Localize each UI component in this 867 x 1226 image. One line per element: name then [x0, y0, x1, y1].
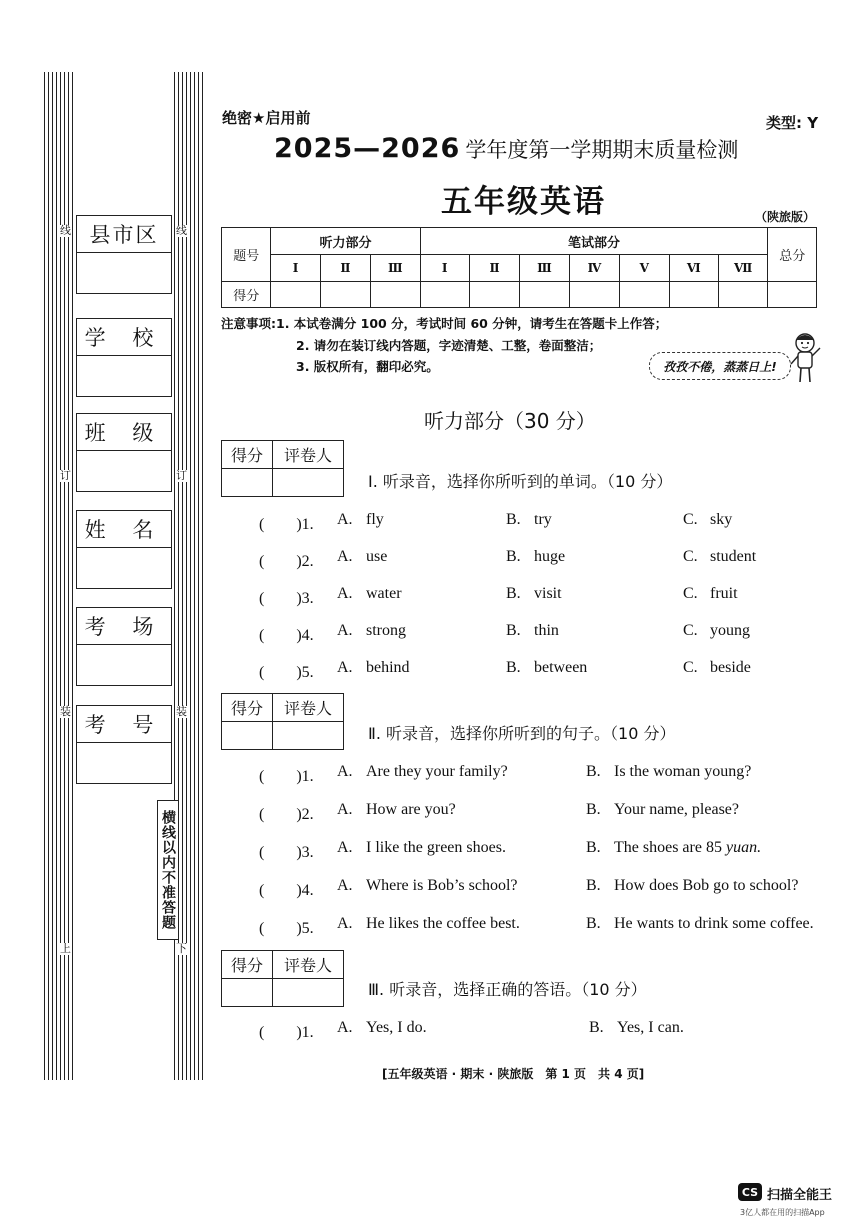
- grader-score-cell[interactable]: [222, 469, 273, 497]
- camscanner-logo: CS: [738, 1183, 762, 1201]
- student-cartoon-icon: [788, 330, 824, 386]
- grader-box: [221, 440, 344, 497]
- option-letter: B.: [586, 763, 601, 780]
- exam-room-field[interactable]: [76, 607, 172, 686]
- writing-header: 笔试部分: [420, 228, 768, 255]
- answer-blank[interactable]: ( )4.: [259, 882, 314, 899]
- answer-blank[interactable]: ( )3.: [259, 844, 314, 861]
- answer-blank[interactable]: ( )4.: [259, 627, 314, 644]
- score-cell[interactable]: [371, 282, 420, 308]
- option-letter: A.: [337, 877, 353, 894]
- answer-blank[interactable]: ( )1.: [259, 1024, 314, 1041]
- edition-label: （陕旅版）: [755, 210, 816, 224]
- option-text: fruit: [710, 585, 738, 602]
- total-score-cell[interactable]: [768, 282, 817, 308]
- term-title: 学年度第一学期期末质量检测: [465, 138, 739, 162]
- exam-number-label: 考 号: [77, 706, 171, 743]
- writing-col: Ⅵ: [669, 255, 718, 282]
- binding-char-down: 下: [176, 942, 187, 955]
- option-text: student: [710, 548, 757, 565]
- answer-blank[interactable]: ( )5.: [259, 920, 314, 937]
- option-text: try: [534, 511, 552, 528]
- score-row-label: 得分: [222, 282, 271, 308]
- exam-room-blank[interactable]: [77, 645, 171, 685]
- option-text: Yes, I do.: [366, 1019, 427, 1036]
- binding-char-bind: 订: [176, 469, 187, 482]
- grader-name-label: 评卷人: [273, 441, 344, 469]
- score-table: [221, 227, 817, 308]
- grader-score-label: 得分: [222, 441, 273, 469]
- binding-char-line: 线: [60, 224, 71, 237]
- note-item: 2. 请勿在装订线内答题，字迹清楚、工整，卷面整洁；: [296, 338, 602, 353]
- writing-col: Ⅳ: [569, 255, 619, 282]
- option-letter: A.: [337, 839, 353, 856]
- option-letter: A.: [337, 1019, 353, 1036]
- grader-score-label: 得分: [222, 694, 273, 722]
- score-cell[interactable]: [271, 282, 320, 308]
- notes-label: 注意事项:: [221, 316, 276, 331]
- grader-box: [221, 950, 344, 1007]
- school-year: 2025—2026: [274, 133, 461, 164]
- answer-blank[interactable]: ( )5.: [259, 664, 314, 681]
- grader-name-cell[interactable]: [273, 979, 344, 1007]
- option-text: How are you?: [366, 801, 456, 818]
- exam-title: [274, 133, 738, 164]
- option-text-italic: yuan.: [725, 839, 762, 856]
- grader-name-label: 评卷人: [273, 951, 344, 979]
- slogan-bubble: 孜孜不倦，蒸蒸日上!: [649, 352, 791, 380]
- listening-col: Ⅱ: [320, 255, 370, 282]
- score-cell[interactable]: [520, 282, 569, 308]
- option-letter: A.: [337, 801, 353, 818]
- option-text: I like the green shoes.: [366, 839, 506, 856]
- camscanner-tagline: 3亿人都在用的扫描App: [740, 1208, 825, 1217]
- grader-name-cell[interactable]: [273, 722, 344, 750]
- note-item: 3. 版权所有，翻印必究。: [296, 359, 439, 374]
- part3-title: Ⅲ. 听录音，选择正确的答语。（10 分）: [368, 980, 647, 999]
- option-text: water: [366, 585, 402, 602]
- score-cell[interactable]: [569, 282, 619, 308]
- item-header: 题号: [222, 228, 271, 282]
- score-cell[interactable]: [320, 282, 370, 308]
- option-text: between: [534, 659, 588, 676]
- exam-number-field[interactable]: [76, 705, 172, 784]
- binding-char-bind: 订: [60, 469, 71, 482]
- answer-blank[interactable]: ( )2.: [259, 553, 314, 570]
- option-letter: C.: [683, 622, 698, 639]
- option-letter: A.: [337, 622, 353, 639]
- grader-box: [221, 693, 344, 750]
- school-blank[interactable]: [77, 356, 171, 396]
- option-text: sky: [710, 511, 733, 528]
- school-field[interactable]: [76, 318, 172, 397]
- writing-col: Ⅴ: [620, 255, 669, 282]
- option-text: He wants to drink some coffee.: [614, 915, 814, 932]
- grader-name-cell[interactable]: [273, 469, 344, 497]
- option-text: Are they your family?: [366, 763, 508, 780]
- option-text: huge: [534, 548, 566, 565]
- option-letter: A.: [337, 511, 353, 528]
- county-blank[interactable]: [77, 253, 171, 293]
- part2-title: Ⅱ. 听录音，选择你所听到的句子。（10 分）: [368, 724, 676, 743]
- answer-blank[interactable]: ( )1.: [259, 768, 314, 785]
- option-letter: A.: [337, 659, 353, 676]
- name-field[interactable]: [76, 510, 172, 589]
- binding-char-up: 上: [60, 942, 71, 955]
- option-text: beside: [710, 659, 751, 676]
- grader-score-cell[interactable]: [222, 979, 273, 1007]
- binding-char-line: 线: [176, 224, 187, 237]
- confidential-mark: 绝密★启用前: [222, 109, 311, 127]
- option-text: fly: [366, 511, 384, 528]
- answer-blank[interactable]: ( )2.: [259, 806, 314, 823]
- listening-header: 听力部分: [271, 228, 420, 255]
- score-cell[interactable]: [669, 282, 718, 308]
- class-field[interactable]: [76, 413, 172, 492]
- option-text: Is the woman young?: [614, 763, 752, 780]
- option-text: strong: [366, 622, 406, 639]
- binding-char-mount: 装: [60, 705, 71, 718]
- writing-col: Ⅰ: [420, 255, 469, 282]
- option-letter: B.: [506, 548, 521, 565]
- listening-col: Ⅰ: [271, 255, 320, 282]
- county-field[interactable]: [76, 215, 172, 294]
- option-letter: A.: [337, 585, 353, 602]
- option-text: [614, 839, 761, 857]
- option-text: behind: [366, 659, 410, 676]
- option-letter: B.: [506, 659, 521, 676]
- writing-col: Ⅲ: [520, 255, 569, 282]
- option-text: young: [710, 622, 750, 639]
- exam-room-label: 考 场: [77, 608, 171, 645]
- option-letter: C.: [683, 585, 698, 602]
- score-cell[interactable]: [718, 282, 768, 308]
- total-header: 总分: [768, 228, 817, 282]
- score-cell[interactable]: [469, 282, 519, 308]
- option-text: He likes the coffee best.: [366, 915, 520, 932]
- option-text-main: The shoes are 85: [614, 839, 722, 856]
- option-letter: B.: [506, 622, 521, 639]
- score-cell[interactable]: [420, 282, 469, 308]
- option-letter: A.: [337, 763, 353, 780]
- score-cell[interactable]: [620, 282, 669, 308]
- option-letter: C.: [683, 511, 698, 528]
- option-letter: B.: [586, 801, 601, 818]
- option-letter: B.: [586, 839, 601, 856]
- writing-col: Ⅱ: [469, 255, 519, 282]
- option-letter: A.: [337, 915, 353, 932]
- seal-notice: 横线以内不准答题: [157, 800, 179, 940]
- page-footer: [五年级英语 · 期末 · 陕旅版 第 1 页 共 4 页]: [382, 1067, 645, 1081]
- class-label: 班 级: [77, 414, 171, 451]
- option-letter: B.: [506, 511, 521, 528]
- option-text: Where is Bob’s school?: [366, 877, 518, 894]
- grader-name-label: 评卷人: [273, 694, 344, 722]
- option-text: How does Bob go to school?: [614, 877, 799, 894]
- option-letter: C.: [683, 659, 698, 676]
- exam-number-blank[interactable]: [77, 743, 171, 783]
- subject-title: 五年级英语: [441, 184, 606, 220]
- option-text: visit: [534, 585, 562, 602]
- note-item: 1. 本试卷满分 100 分，考试时间 60 分钟，请考生在答题卡上作答；: [276, 316, 668, 331]
- answer-blank[interactable]: ( )1.: [259, 516, 314, 533]
- option-text: use: [366, 548, 388, 565]
- binding-char-mount: 装: [176, 705, 187, 718]
- grader-score-cell[interactable]: [222, 722, 273, 750]
- grader-score-label: 得分: [222, 951, 273, 979]
- option-letter: B.: [589, 1019, 604, 1036]
- option-letter: A.: [337, 548, 353, 565]
- name-blank[interactable]: [77, 548, 171, 588]
- option-letter: B.: [506, 585, 521, 602]
- option-letter: B.: [586, 915, 601, 932]
- writing-col: Ⅶ: [718, 255, 768, 282]
- option-text: thin: [534, 622, 559, 639]
- answer-blank[interactable]: ( )3.: [259, 590, 314, 607]
- option-letter: C.: [683, 548, 698, 565]
- option-text: Your name, please?: [614, 801, 740, 818]
- paper-type: 类型: Y: [766, 114, 819, 132]
- listening-col: Ⅲ: [371, 255, 420, 282]
- county-label: 县市区: [77, 216, 171, 253]
- part1-title: Ⅰ. 听录音，选择你所听到的单词。（10 分）: [368, 472, 673, 491]
- option-text: Yes, I can.: [617, 1019, 684, 1036]
- name-label: 姓 名: [77, 511, 171, 548]
- class-blank[interactable]: [77, 451, 171, 491]
- school-label: 学 校: [77, 319, 171, 356]
- listening-section-title: 听力部分（30 分）: [424, 409, 596, 433]
- notes: [221, 313, 667, 335]
- option-letter: B.: [586, 877, 601, 894]
- camscanner-name: 扫描全能王: [767, 1188, 833, 1203]
